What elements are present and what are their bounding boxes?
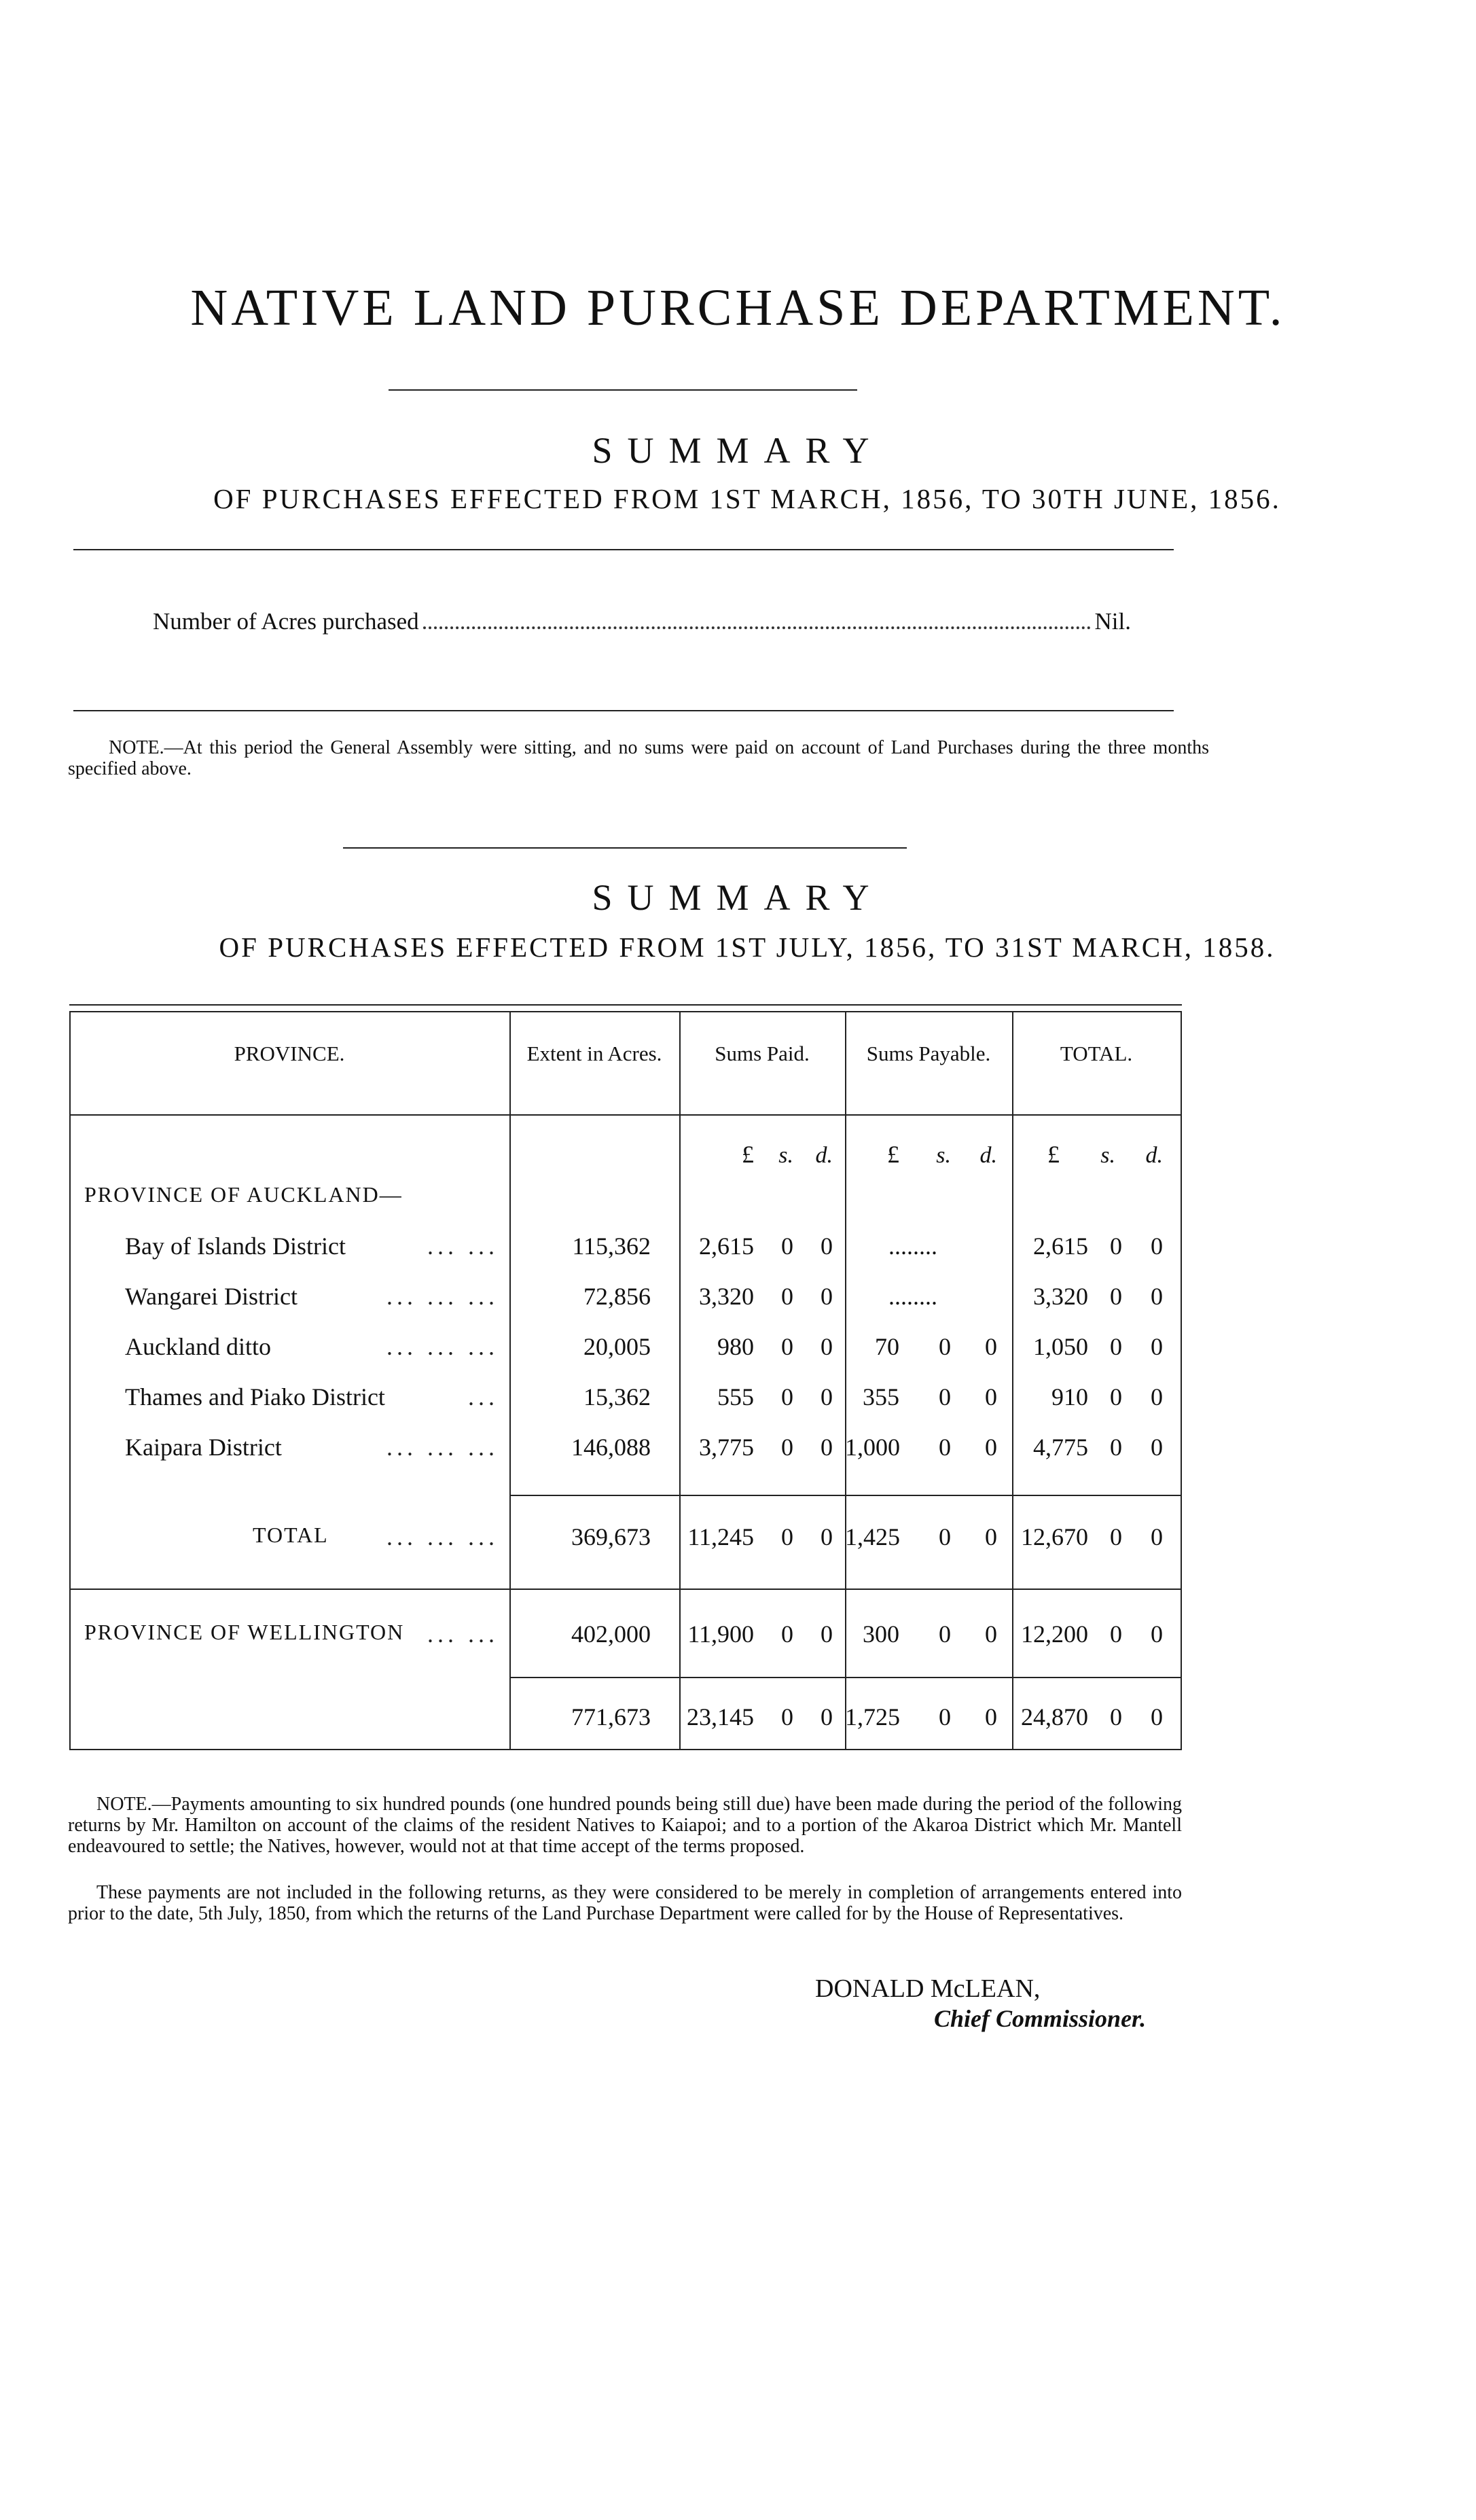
- pence: 0: [1151, 1283, 1163, 1310]
- purchases-table: [69, 1004, 1182, 1750]
- unit-pence: d.: [1145, 1143, 1163, 1168]
- shillings: 0: [781, 1333, 793, 1360]
- district-payable: [845, 1232, 981, 1260]
- district-paid: [679, 1332, 833, 1361]
- unit-shilling: s.: [1100, 1143, 1115, 1168]
- pounds: 11,900: [687, 1620, 754, 1648]
- district-name: Thames and Piako District: [125, 1383, 385, 1410]
- shillings: 0: [1110, 1620, 1122, 1648]
- divider: [73, 710, 1174, 711]
- pounds: 1,000: [845, 1434, 900, 1461]
- pence: 0: [1151, 1383, 1163, 1410]
- auckland-total-label: TOTAL: [253, 1523, 329, 1547]
- blank-dots: ........: [888, 1232, 937, 1260]
- shillings: 0: [939, 1620, 951, 1648]
- shillings: 0: [939, 1523, 951, 1550]
- table-bottom-rule: [69, 1749, 1182, 1750]
- acres-purchased-line: [153, 608, 1131, 635]
- auckland-total-leader: ... ... ...: [386, 1523, 499, 1550]
- pence: 0: [821, 1523, 833, 1550]
- col-header-total: TOTAL.: [1060, 1042, 1133, 1065]
- wellington-payable: [845, 1620, 997, 1648]
- province-auckland-heading: PROVINCE OF AUCKLAND—: [84, 1182, 403, 1207]
- auckland-total-acres: 369,673: [571, 1523, 651, 1550]
- auckland-total-paid: [679, 1523, 833, 1551]
- grand-total-payable: [845, 1703, 997, 1731]
- pence: 0: [1151, 1523, 1163, 1550]
- pence: 0: [985, 1383, 997, 1410]
- summary2-note-para1: NOTE.—Payments amounting to six hundred pounds (one hundred pounds being still due) have been made during the period of the following returns by Mr. Hamilton on account of the claims of the resident Natives to Kaiapoi; and to a portion of the Akaroa District which Mr. Mantell endeavoured to settle; the Natives, however, would not at that time accept of the terms proposed.: [68, 1794, 1182, 1857]
- district-paid: [679, 1383, 833, 1411]
- shillings: 0: [939, 1333, 951, 1360]
- pounds: 980: [717, 1333, 754, 1360]
- district-acres: 20,005: [583, 1333, 651, 1360]
- pence: 0: [821, 1434, 833, 1461]
- shillings: 0: [939, 1434, 951, 1461]
- district-acres: 72,856: [583, 1283, 651, 1310]
- district-paid: [679, 1282, 833, 1311]
- acres-value: Nil.: [1094, 608, 1131, 635]
- pounds: 70: [875, 1333, 899, 1360]
- pounds: 2,615: [1033, 1232, 1088, 1260]
- col-header-province: PROVINCE.: [234, 1042, 345, 1065]
- pounds: 2,615: [699, 1232, 754, 1260]
- grand-total-acres: 771,673: [571, 1703, 651, 1731]
- shillings: 0: [781, 1434, 793, 1461]
- pence: 0: [985, 1620, 997, 1648]
- district-paid: [679, 1232, 833, 1260]
- summary2-heading: SUMMARY: [592, 877, 884, 918]
- page-title: NATIVE LAND PURCHASE DEPARTMENT.: [190, 279, 1286, 336]
- unit-pence: d.: [979, 1143, 997, 1168]
- unit-shilling: s.: [936, 1143, 951, 1168]
- pounds: 12,200: [1021, 1620, 1088, 1648]
- shillings: 0: [781, 1383, 793, 1410]
- province-wellington-label: PROVINCE OF WELLINGTON: [84, 1620, 405, 1644]
- district-payable: [845, 1433, 997, 1461]
- pounds: 24,870: [1021, 1703, 1088, 1731]
- wellington-acres: 402,000: [571, 1620, 651, 1648]
- shillings: 0: [781, 1703, 793, 1731]
- district-total: [1012, 1433, 1163, 1461]
- signature-title: Chief Commissioner.: [934, 2005, 1147, 2032]
- pounds: 3,320: [699, 1283, 754, 1310]
- pounds: 910: [1051, 1383, 1088, 1410]
- dot-leader: [423, 626, 1091, 629]
- shillings: 0: [1110, 1283, 1122, 1310]
- divider: [343, 847, 907, 849]
- unit-pence: d.: [815, 1143, 833, 1168]
- grand-total-rule: [509, 1677, 1181, 1678]
- district-acres: 115,362: [572, 1232, 651, 1260]
- table-header-rule: [69, 1114, 1182, 1116]
- pence: 0: [985, 1523, 997, 1550]
- subtotal-rule: [509, 1495, 1181, 1496]
- col-header-sums-payable: Sums Payable.: [866, 1042, 991, 1065]
- blank-dots: ........: [888, 1283, 937, 1310]
- summary2-subheading: OF PURCHASES EFFECTED FROM 1ST JULY, 1856, TO 31ST MARCH, 1858.: [219, 931, 1276, 963]
- pence: 0: [1151, 1333, 1163, 1360]
- pence: 0: [1151, 1434, 1163, 1461]
- pounds: 300: [863, 1620, 899, 1648]
- shillings: 0: [1110, 1703, 1122, 1731]
- district-acres: 146,088: [571, 1434, 651, 1461]
- col-header-sums-paid: Sums Paid.: [715, 1042, 810, 1065]
- pounds: 1,425: [845, 1523, 900, 1550]
- district-acres: 15,362: [583, 1383, 651, 1410]
- pence: 0: [1151, 1232, 1163, 1260]
- shillings: 0: [781, 1620, 793, 1648]
- district-name: Auckland ditto: [125, 1333, 271, 1360]
- district-total: [1012, 1332, 1163, 1361]
- district-name: Wangarei District: [125, 1283, 298, 1310]
- section-rule: [69, 1589, 1182, 1590]
- pounds: 12,670: [1021, 1523, 1088, 1550]
- pounds: 555: [717, 1383, 754, 1410]
- shillings: 0: [1110, 1434, 1122, 1461]
- auckland-total-total: [1012, 1523, 1163, 1551]
- district-name: Bay of Islands District: [125, 1232, 346, 1260]
- summary2-note-para2: These payments are not included in the following returns, as they were considered to be merely in completion of arrangements entered into prior to the date, 5th July, 1850, from which the returns of the Land Purchase Department were called for by the House of Representatives.: [68, 1882, 1182, 1924]
- district-payable: [845, 1332, 997, 1361]
- table-top-rule-inner: [69, 1011, 1182, 1012]
- table-left-border: [69, 1011, 71, 1750]
- units-sums-paid: [679, 1140, 833, 1169]
- district-leader: ... ...: [427, 1232, 499, 1260]
- district-total: [1012, 1383, 1163, 1411]
- pence: 0: [821, 1383, 833, 1410]
- shillings: 0: [781, 1283, 793, 1310]
- shillings: 0: [1110, 1333, 1122, 1360]
- unit-pound: £: [1047, 1141, 1060, 1168]
- pounds: 11,245: [687, 1523, 754, 1550]
- pence: 0: [821, 1232, 833, 1260]
- shillings: 0: [1110, 1383, 1122, 1410]
- district-leader: ... ... ...: [386, 1333, 499, 1360]
- pounds: 4,775: [1033, 1434, 1088, 1461]
- wellington-paid: [679, 1620, 833, 1648]
- divider: [73, 549, 1174, 550]
- unit-pound: £: [887, 1141, 899, 1168]
- district-paid: [679, 1433, 833, 1461]
- district-payable: [845, 1383, 997, 1411]
- acres-label: Number of Acres purchased: [153, 608, 419, 635]
- pounds: 355: [863, 1383, 899, 1410]
- pence: 0: [985, 1333, 997, 1360]
- auckland-total-payable: [845, 1523, 997, 1551]
- unit-pound: £: [742, 1141, 754, 1168]
- grand-total-paid: [679, 1703, 833, 1731]
- shillings: 0: [1110, 1523, 1122, 1550]
- pence: 0: [821, 1620, 833, 1648]
- table-right-border: [1181, 1011, 1182, 1750]
- signature-name: DONALD McLEAN,: [815, 1974, 1041, 2003]
- pounds: 1,050: [1033, 1333, 1088, 1360]
- pounds: 3,775: [699, 1434, 754, 1461]
- wellington-leader: ... ...: [427, 1620, 499, 1648]
- units-sums-payable: [845, 1140, 997, 1169]
- shillings: 0: [1110, 1232, 1122, 1260]
- units-total: [1012, 1140, 1163, 1169]
- summary1-heading: SUMMARY: [592, 430, 884, 471]
- district-payable: [845, 1282, 981, 1311]
- pounds: 3,320: [1033, 1283, 1088, 1310]
- divider: [389, 389, 857, 391]
- district-name: Kaipara District: [125, 1434, 282, 1461]
- district-leader: ... ... ...: [386, 1434, 499, 1461]
- shillings: 0: [781, 1232, 793, 1260]
- district-leader: ... ... ...: [386, 1283, 499, 1310]
- pence: 0: [985, 1703, 997, 1731]
- pounds: 23,145: [687, 1703, 754, 1731]
- unit-shilling: s.: [778, 1143, 793, 1168]
- pence: 0: [985, 1434, 997, 1461]
- pence: 0: [821, 1333, 833, 1360]
- pounds: 1,725: [845, 1703, 900, 1731]
- district-total: [1012, 1282, 1163, 1311]
- pence: 0: [1151, 1620, 1163, 1648]
- pence: 0: [1151, 1703, 1163, 1731]
- district-total: [1012, 1232, 1163, 1260]
- shillings: 0: [939, 1383, 951, 1410]
- shillings: 0: [939, 1703, 951, 1731]
- grand-total-total: [1012, 1703, 1163, 1731]
- district-leader: ...: [468, 1383, 499, 1410]
- summary1-subheading: OF PURCHASES EFFECTED FROM 1ST MARCH, 1856, TO 30TH JUNE, 1856.: [213, 483, 1281, 514]
- pence: 0: [821, 1283, 833, 1310]
- col-header-extent: Extent in Acres.: [526, 1042, 662, 1065]
- table-top-rule: [69, 1004, 1182, 1006]
- wellington-total: [1012, 1620, 1163, 1648]
- summary1-note: NOTE.—At this period the General Assembly were sitting, and no sums were paid on account of Land Purchases during the three months specified above.: [68, 737, 1209, 779]
- shillings: 0: [781, 1523, 793, 1550]
- pence: 0: [821, 1703, 833, 1731]
